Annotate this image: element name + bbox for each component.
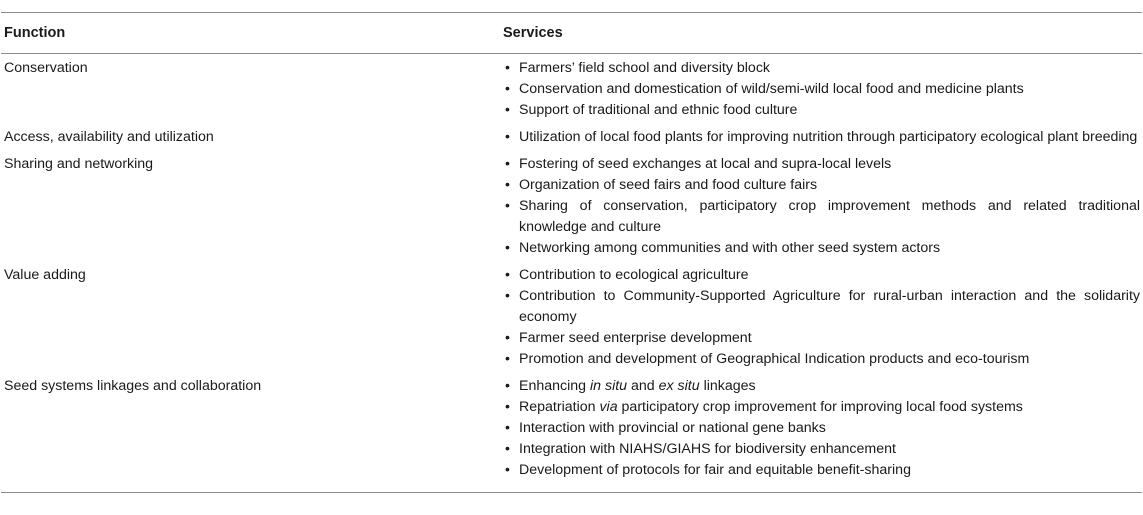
service-text: Organization of seed fairs and food culture fairs (519, 177, 818, 193)
service-item (503, 154, 1140, 175)
service-text: Farmers’ field school and diversity block (519, 60, 771, 76)
service-item (503, 58, 1140, 79)
table-row (1, 150, 1142, 261)
service-item (503, 460, 1140, 481)
table-row (1, 123, 1142, 150)
header-services: Services (503, 25, 563, 41)
service-item (503, 238, 1140, 259)
service-italic-text: via (599, 399, 618, 415)
function-cell: Value adding (4, 267, 86, 283)
table-header (1, 13, 1142, 53)
service-text: Networking among communities and with other seed system actors (519, 240, 941, 256)
function-cell: Sharing and networking (4, 156, 154, 172)
service-item (503, 418, 1140, 439)
service-text: Utilization of local food plants for improving nutrition through participatory ecological plant breeding (519, 129, 1138, 145)
service-item (503, 265, 1140, 286)
table-row (1, 54, 1142, 123)
function-cell: Seed systems linkages and collaboration (4, 378, 262, 394)
service-text: Development of protocols for fair and equitable benefit-sharing (519, 462, 911, 478)
services-cell (503, 58, 1142, 121)
service-text: Promotion and development of Geographical Indication products and eco-tourism (519, 351, 1030, 367)
service-text: Fostering of seed exchanges at local and supra-local levels (519, 156, 892, 172)
service-text: Conservation and domestication of wild/semi-wild local food and medicine plants (519, 81, 1024, 97)
service-text: Support of traditional and ethnic food culture (519, 102, 798, 118)
service-item (503, 127, 1140, 148)
service-item (503, 196, 1140, 238)
service-item (503, 175, 1140, 196)
service-item (503, 100, 1140, 121)
service-text: participatory crop improvement for improving local food systems (617, 399, 1023, 415)
service-text: linkages (699, 378, 756, 394)
services-list (503, 154, 1140, 259)
service-item (503, 328, 1140, 349)
services-cell (503, 376, 1142, 481)
services-cell (503, 154, 1142, 259)
service-text: Contribution to ecological agriculture (519, 267, 749, 283)
service-item (503, 286, 1140, 328)
service-item (503, 349, 1140, 370)
service-item (503, 397, 1140, 418)
service-text: Repatriation (519, 399, 600, 415)
header-function: Function (4, 25, 66, 41)
services-cell (503, 265, 1142, 370)
services-list (503, 58, 1140, 121)
service-text: Contribution to Community-Supported Agriculture for rural-urban interaction and the solidarity economy (519, 288, 1140, 325)
service-item (503, 376, 1140, 397)
service-text: and (627, 378, 659, 394)
service-text: Sharing of conservation, participatory crop improvement methods and related traditional knowledge and culture (519, 198, 1140, 235)
function-cell: Conservation (4, 60, 88, 76)
service-text: Enhancing (519, 378, 590, 394)
services-table (1, 0, 1142, 493)
service-item (503, 79, 1140, 100)
services-list (503, 265, 1140, 370)
service-text: Farmer seed enterprise development (519, 330, 752, 346)
table-body (1, 54, 1142, 483)
table-bottom-rule (1, 492, 1142, 493)
services-list (503, 376, 1140, 481)
table-row (1, 261, 1142, 372)
services-cell (503, 127, 1142, 148)
service-italic-text: ex situ (658, 378, 700, 394)
service-text: Interaction with provincial or national gene banks (519, 420, 826, 436)
service-italic-text: in situ (590, 378, 628, 394)
services-list (503, 127, 1140, 148)
service-text: Integration with NIAHS/GIAHS for biodiversity enhancement (519, 441, 896, 457)
table-row (1, 372, 1142, 483)
function-cell: Access, availability and utilization (4, 129, 214, 145)
service-item (503, 439, 1140, 460)
